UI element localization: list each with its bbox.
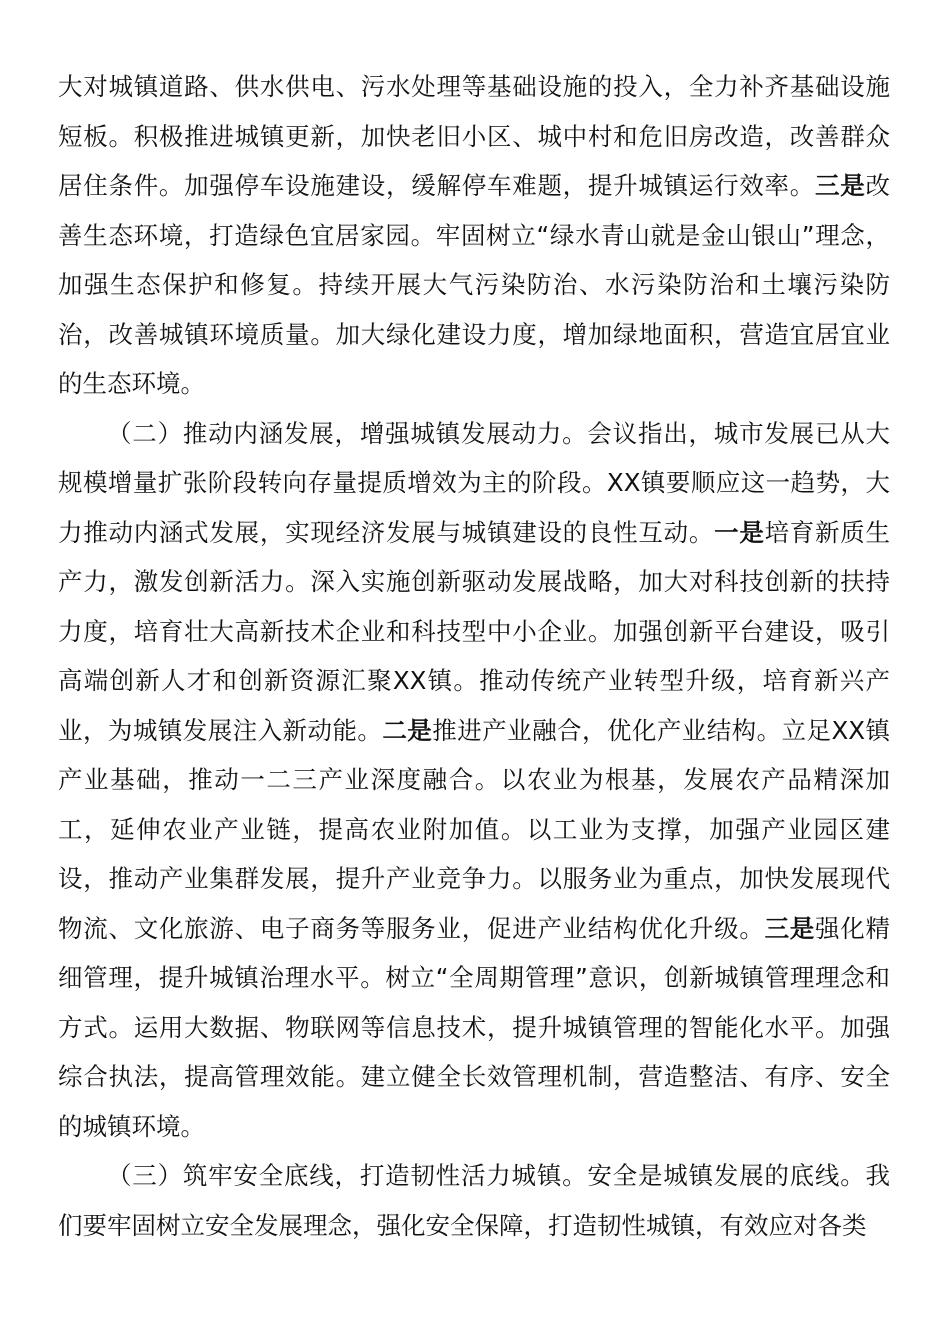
paragraph-section-three bbox=[58, 1151, 890, 1250]
text-run: 推进产业融合，优化产业结构。立足XX镇产业基础，推动一二三产业深度融合。以农业为根基，发展农产品精深加工，延伸农业产业链，提高农业附加值。以工业为支撑，加强产业园区建设，推动产业集群发展，提升产业竞争力。以服务业为重点，加快发展现代物流、文化旅游、电子商务等服务业，促进产业结构优化升级。 bbox=[58, 715, 890, 943]
document-page bbox=[58, 62, 890, 1250]
bold-marker: 三是 bbox=[815, 171, 866, 200]
text-run: 培育新质生产力，激发创新活力。深入实施创新驱动发展战略，加大对科技创新的扶持力度，培育壮大高新技术企业和科技型中小企业。加强创新平台建设，吸引高端创新人才和创新资源汇聚XX镇。推动传统产业转型升级，培育新兴产业，为城镇发展注入新动能。 bbox=[58, 517, 890, 745]
bold-marker: 一是 bbox=[714, 517, 765, 547]
text-run: 改善生态环境，打造绿色宜居家园。牢固树立“绿水青山就是金山银山”理念，加强生态保护和修复。持续开展大气污染防治、水污染防治和土壤污染防治，改善城镇环境质量。加大绿化建设力度，增加绿地面积，营造宜居宜业的生态环境。 bbox=[58, 171, 890, 398]
text-run: 强化精细管理，提升城镇治理水平。树立“全周期管理”意识，创新城镇管理理念和方式。运用大数据、物联网等信息技术，提升城镇管理的智能化水平。加强综合执法，提高管理效能。建立健全长效管理机制，营造整洁、有序、安全的城镇环境。 bbox=[58, 913, 890, 1141]
paragraph-infrastructure bbox=[58, 62, 890, 409]
text-run: 大对城镇道路、供水供电、污水处理等基础设施的投入，全力补齐基础设施短板。积极推进城镇更新，加快老旧小区、城中村和危旧房改造，改善群众居住条件。加强停车设施建设，缓解停车难题，提升城镇运行效率。 bbox=[58, 72, 890, 200]
text-run: （二）推动内涵发展，增强城镇发展动力。会议指出，城市发展已从大规模增量扩张阶段转向存量提质增效为主的阶段。XX镇要顺应这一趋势，大力推动内涵式发展，实现经济发展与城镇建设的良性互动。 bbox=[58, 418, 890, 547]
text-run: （三）筑牢安全底线，打造韧性活力城镇。安全是城镇发展的底线。我们要牢固树立安全发展理念，强化安全保障，打造韧性城镇，有效应对各类 bbox=[58, 1161, 890, 1240]
bold-marker: 三是 bbox=[764, 913, 816, 943]
bold-marker: 二是 bbox=[382, 715, 433, 745]
paragraph-section-two bbox=[58, 409, 890, 1152]
